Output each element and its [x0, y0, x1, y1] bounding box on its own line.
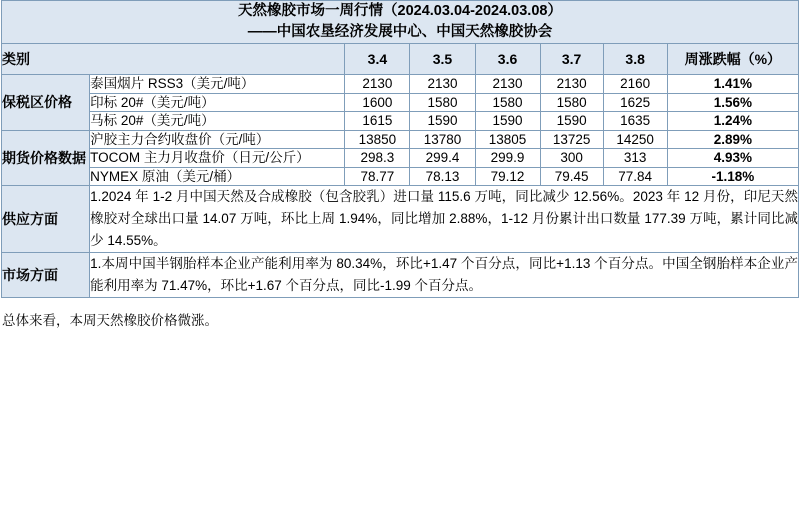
- row-label: 沪胶主力合约收盘价（元/吨）: [90, 130, 345, 149]
- category-supply: 供应方面: [2, 186, 90, 253]
- column-header-d1: 3.4: [345, 44, 410, 75]
- cell-change: -1.18%: [667, 167, 798, 186]
- row-label: 印标 20#（美元/吨）: [90, 93, 345, 112]
- cell-value: 79.45: [540, 167, 603, 186]
- row-label: NYMEX 原油（美元/桶）: [90, 167, 345, 186]
- cell-value: 78.77: [345, 167, 410, 186]
- market-report-table: [1, 0, 799, 298]
- title-row: [2, 1, 799, 23]
- row-label: 泰国烟片 RSS3（美元/吨）: [90, 75, 345, 94]
- cell-value: 13850: [345, 130, 410, 149]
- row-label: 马标 20#（美元/吨）: [90, 112, 345, 131]
- summary-text: 总体来看，本周天然橡胶价格微涨。: [2, 312, 218, 328]
- cell-value: 299.9: [475, 149, 540, 168]
- category-futures-price: 期货价格数据: [2, 130, 90, 186]
- cell-value: 313: [603, 149, 667, 168]
- cell-value: 2130: [475, 75, 540, 94]
- cell-change: 1.56%: [667, 93, 798, 112]
- market-text: 1.本周中国半钢胎样本企业产能利用率为 80.34%，环比+1.47 个百分点，同比+1.13 个百分点。中国全钢胎样本企业产能利用率为 71.47%，环比+1.67 个百分点，同比-1.99 个百分点。: [90, 252, 799, 297]
- cell-value: 299.4: [410, 149, 475, 168]
- table-row: [2, 112, 799, 131]
- cell-value: 78.13: [410, 167, 475, 186]
- cell-change: 1.41%: [667, 75, 798, 94]
- category-bonded-price: 保税区价格: [2, 75, 90, 131]
- table-row: [2, 167, 799, 186]
- column-header-d5: 3.8: [603, 44, 667, 75]
- cell-change: 4.93%: [667, 149, 798, 168]
- cell-value: 14250: [603, 130, 667, 149]
- cell-value: 300: [540, 149, 603, 168]
- table-row: [2, 75, 799, 94]
- cell-value: 1615: [345, 112, 410, 131]
- cell-value: 77.84: [603, 167, 667, 186]
- supply-text: 1.2024 年 1-2 月中国天然及合成橡胶（包含胶乳）进口量 115.6 万吨，同比减少 12.56%。2023 年 12 月份，印尼天然橡胶对全球出口量 14.07 万吨，环比上周 1.94%，同比增加 2.88%，1-12 月份累计出口数量 177.39 万吨，累计同比减少 14.55%。: [90, 186, 799, 253]
- report-title: 天然橡胶市场一周行情（2024.03.04-2024.03.08）: [2, 1, 799, 23]
- cell-value: 1625: [603, 93, 667, 112]
- cell-value: 1580: [540, 93, 603, 112]
- cell-change: 1.24%: [667, 112, 798, 131]
- market-row: [2, 252, 799, 297]
- cell-value: 1580: [475, 93, 540, 112]
- cell-value: 1590: [540, 112, 603, 131]
- table-row: [2, 149, 799, 168]
- cell-value: 2130: [540, 75, 603, 94]
- report-subtitle: ——中国农垦经济发展中心、中国天然橡胶协会: [2, 22, 799, 44]
- cell-value: 2160: [603, 75, 667, 94]
- cell-value: 1580: [410, 93, 475, 112]
- cell-value: 79.12: [475, 167, 540, 186]
- table-row: [2, 130, 799, 149]
- cell-value: 298.3: [345, 149, 410, 168]
- column-header-category: 类别: [2, 44, 345, 75]
- category-market: 市场方面: [2, 252, 90, 297]
- cell-value: 13725: [540, 130, 603, 149]
- cell-value: 2130: [345, 75, 410, 94]
- cell-value: 1590: [410, 112, 475, 131]
- column-header-change: 周涨跌幅（%）: [667, 44, 798, 75]
- cell-value: 1600: [345, 93, 410, 112]
- cell-value: 13780: [410, 130, 475, 149]
- table-row: [2, 93, 799, 112]
- cell-value: 13805: [475, 130, 540, 149]
- cell-value: 1590: [475, 112, 540, 131]
- cell-change: 2.89%: [667, 130, 798, 149]
- table-header-row: [2, 44, 799, 75]
- cell-value: 2130: [410, 75, 475, 94]
- column-header-d3: 3.6: [475, 44, 540, 75]
- column-header-d4: 3.7: [540, 44, 603, 75]
- subtitle-row: [2, 22, 799, 44]
- cell-value: 1635: [603, 112, 667, 131]
- supply-row: [2, 186, 799, 253]
- column-header-d2: 3.5: [410, 44, 475, 75]
- row-label: TOCOM 主力月收盘价（日元/公斤）: [90, 149, 345, 168]
